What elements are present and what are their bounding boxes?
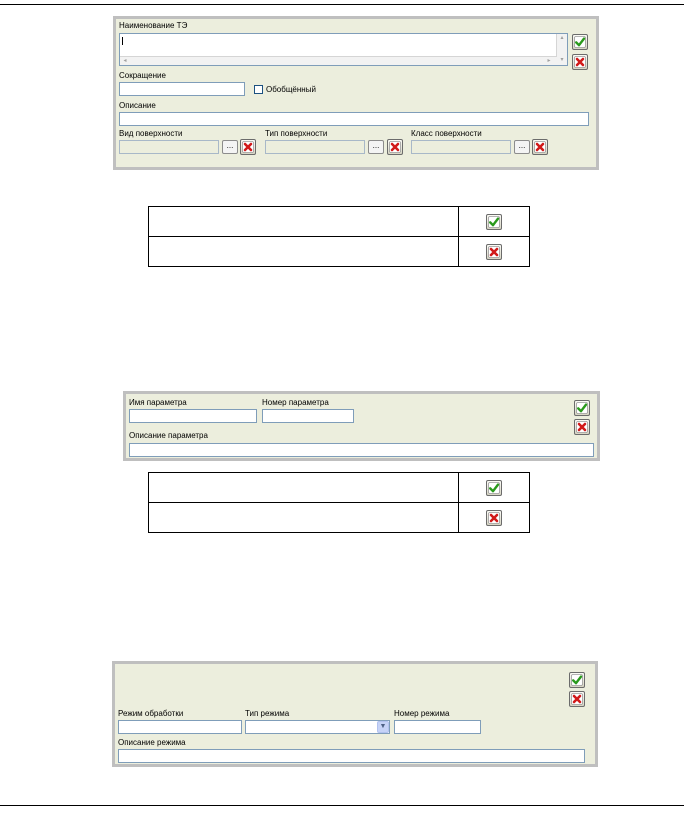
generalized-checkbox[interactable]: [254, 85, 263, 94]
legend-table-1: [148, 206, 530, 267]
param-desc-input[interactable]: [129, 443, 594, 457]
cross-icon: [388, 140, 402, 154]
surface-kind-label: Вид поверхности: [119, 129, 183, 138]
cross-icon: [487, 245, 501, 259]
cross-icon: [573, 55, 587, 69]
mode-number-input[interactable]: [394, 720, 481, 734]
mode-type-select[interactable]: [245, 720, 390, 734]
table-row: [149, 237, 530, 267]
parameter-form-panel: [123, 391, 600, 461]
surface-kind-browse-button[interactable]: ...: [222, 140, 238, 154]
check-icon: [575, 401, 589, 415]
generalized-label: Обобщённый: [266, 85, 316, 94]
cancel-button[interactable]: [569, 691, 585, 707]
cross-icon: [570, 692, 584, 706]
surface-kind-clear-button[interactable]: [240, 139, 256, 155]
desc-input[interactable]: [119, 112, 589, 126]
mode-desc-label: Описание режима: [118, 738, 186, 747]
param-number-input[interactable]: [262, 409, 354, 423]
confirm-button[interactable]: [569, 672, 585, 688]
scroll-right-arrow-icon[interactable]: ▸: [547, 58, 551, 64]
check-icon: [487, 481, 501, 495]
confirm-button[interactable]: [572, 34, 588, 50]
confirm-button[interactable]: [574, 400, 590, 416]
mode-form-panel: [112, 661, 598, 767]
bottom-rule: [0, 805, 684, 806]
cross-icon: [487, 511, 501, 525]
cancel-button[interactable]: [486, 510, 502, 526]
surface-type-label: Тип поверхности: [265, 129, 328, 138]
cross-icon: [575, 420, 589, 434]
element-form-panel: [113, 16, 599, 170]
cross-icon: [533, 140, 547, 154]
surface-type-browse-button[interactable]: ...: [368, 140, 384, 154]
surface-class-field: [411, 140, 511, 154]
vertical-scrollbar[interactable]: [556, 34, 567, 65]
mode-label: Режим обработки: [118, 709, 184, 718]
abbr-label: Сокращение: [119, 71, 166, 80]
table-row: [149, 207, 530, 237]
name-textarea[interactable]: [119, 33, 568, 66]
surface-class-label: Класс поверхности: [411, 129, 482, 138]
mode-input[interactable]: [118, 720, 242, 734]
scroll-left-arrow-icon[interactable]: ◂: [123, 58, 127, 64]
surface-class-browse-button[interactable]: ...: [514, 140, 530, 154]
desc-label: Описание: [119, 101, 156, 110]
surface-type-clear-button[interactable]: [387, 139, 403, 155]
abbr-input[interactable]: [119, 82, 245, 96]
check-icon: [487, 215, 501, 229]
param-number-label: Номер параметра: [262, 398, 329, 407]
surface-kind-field: [119, 140, 219, 154]
horizontal-scrollbar[interactable]: [120, 56, 557, 65]
table-row: [149, 503, 530, 533]
cancel-button[interactable]: [486, 244, 502, 260]
param-name-input[interactable]: [129, 409, 257, 423]
cancel-button[interactable]: [572, 54, 588, 70]
scroll-down-arrow-icon[interactable]: ▾: [560, 57, 564, 63]
surface-type-field: [265, 140, 365, 154]
table-row: [149, 473, 530, 503]
mode-number-label: Номер режима: [394, 709, 450, 718]
check-icon: [570, 673, 584, 687]
cancel-button[interactable]: [574, 419, 590, 435]
top-rule: [0, 4, 684, 5]
chevron-down-icon[interactable]: ▼: [377, 721, 389, 733]
mode-desc-input[interactable]: [118, 749, 585, 763]
mode-type-label: Тип режима: [245, 709, 290, 718]
confirm-button[interactable]: [486, 480, 502, 496]
param-desc-label: Описание параметра: [129, 431, 208, 440]
check-icon: [573, 35, 587, 49]
surface-class-clear-button[interactable]: [532, 139, 548, 155]
scroll-up-arrow-icon[interactable]: ▴: [560, 35, 564, 41]
confirm-button[interactable]: [486, 214, 502, 230]
cross-icon: [241, 140, 255, 154]
name-label: Наименование ТЭ: [119, 21, 188, 30]
param-name-label: Имя параметра: [129, 398, 187, 407]
legend-table-2: [148, 472, 530, 533]
